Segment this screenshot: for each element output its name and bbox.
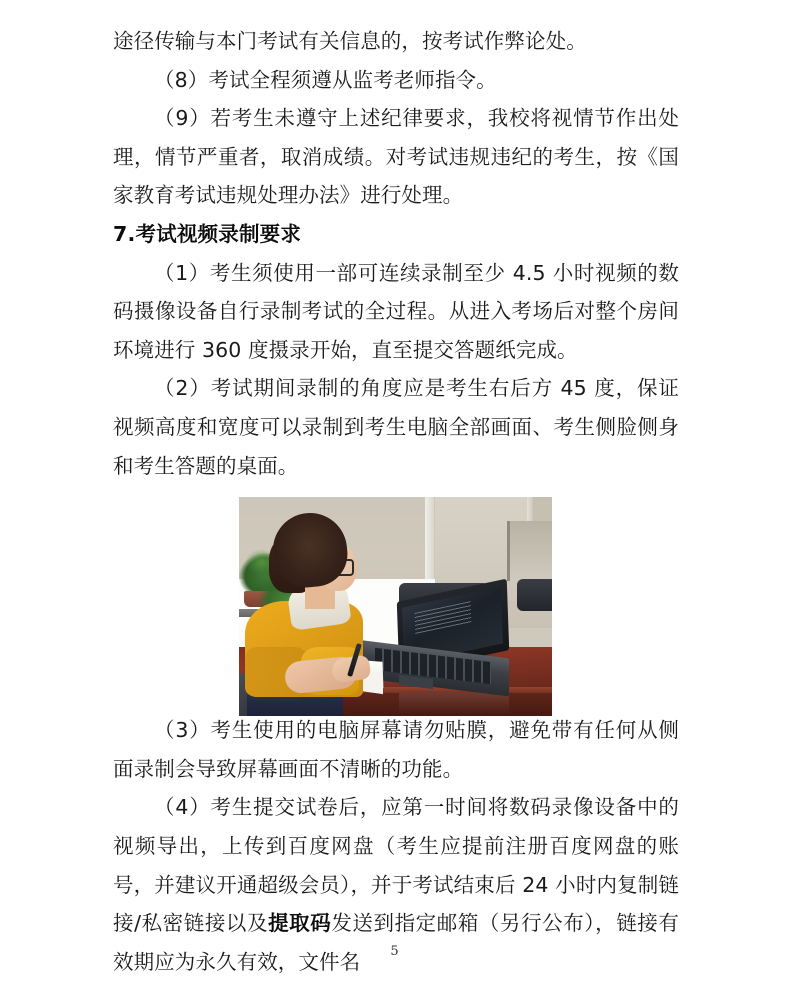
paragraph-item-9: （9）若考生未遵守上述纪律要求，我校将视情节作出处理，情节严重者，取消成绩。对考试违规违纪的考生，按《国家教育考试违规处理办法》进行处理。: [113, 106, 679, 208]
paragraph-continued: 途径传输与本门考试有关信息的，按考试作弊论处。: [113, 29, 587, 53]
section-heading-video-recording: 7.考试视频录制要求: [113, 221, 302, 246]
exam-recording-photo: [239, 497, 552, 716]
photo-cabinet: [507, 521, 552, 581]
photo-chair-right: [517, 579, 552, 611]
paragraph-video-3: （3）考生使用的电脑屏幕请勿贴膜，避免带有任何从侧面录制会导致屏幕画面不清晰的功能。: [113, 718, 679, 781]
page-content: [113, 22, 679, 981]
paragraph-video-4-part-1: （4）考生提交试卷后，应第一时间将数码录像设备中的视频导出，上传到百度网盘（考生应提前注册百度网盘的账号，并建议开通超级会员），并于考试结束后 24 小时内复制链接/私密链接以及: [113, 795, 679, 936]
photo-desk-reflection-2: [399, 693, 509, 715]
paragraph-video-4-part-2: 发送到指定邮箱（另行公布），链接有效期应为永久有效，文件名: [113, 911, 679, 974]
figure-container: [113, 485, 679, 711]
paragraph-video-2: （2）考试期间录制的角度应是考生右后方 45 度，保证视频高度和宽度可以录制到考生电脑全部画面、考生侧脸侧身和考生答题的桌面。: [113, 376, 679, 478]
paragraph-video-1: （1）考生须使用一部可连续录制至少 4.5 小时视频的数码摄像设备自行录制考试的全过程。从进入考场后对整个房间环境进行 360 度摄录开始，直至提交答题纸完成。: [113, 260, 679, 362]
paragraph-video-4-bold-term: 提取码: [268, 911, 332, 936]
paragraph-item-8: （8）考试全程须遵从监考老师指令。: [154, 67, 497, 92]
page-number: 5: [390, 944, 399, 959]
